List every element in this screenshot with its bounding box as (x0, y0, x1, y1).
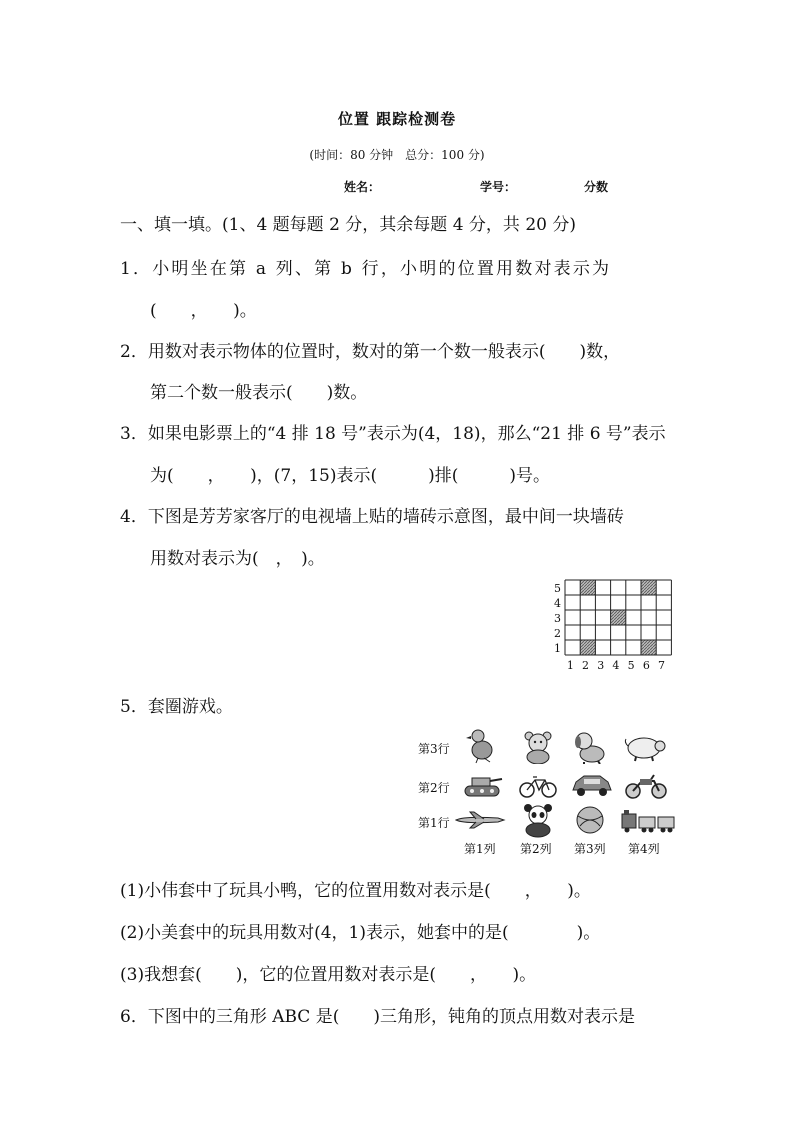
q1-line2: ( ， )。 (150, 301, 257, 321)
tile-y-label: 1 (554, 642, 561, 655)
name-label: 姓名： (344, 180, 381, 194)
airplane-icon (454, 810, 506, 830)
bicycle-icon (518, 772, 558, 800)
col-label-3: 第3列 (574, 842, 606, 856)
pig-icon (622, 734, 670, 762)
car-icon (570, 770, 614, 800)
tile-x-label: 7 (658, 659, 666, 672)
tile-grid-figure (548, 578, 678, 674)
motorcycle-icon (624, 770, 668, 800)
shaded-tile (580, 580, 595, 595)
q3-line1: 3．如果电影票上的“4 排 18 号”表示为(4，18)，那么“21 排 6 号”表示 (120, 424, 666, 444)
toy-grid-figure (410, 728, 690, 858)
tile-y-label: 5 (554, 582, 561, 595)
q5-sub2: (2)小美套中的玩具用数对(4，1)表示，她套中的是( )。 (120, 923, 601, 943)
tile-y-label: 2 (554, 627, 561, 640)
tile-x-label: 1 (566, 659, 574, 672)
col-label-2: 第2列 (520, 842, 552, 856)
tile-x-label: 5 (627, 659, 635, 672)
tile-y-label: 4 (554, 597, 561, 610)
q5-sub1: (1)小伟套中了玩具小鸭，它的位置用数对表示是( ， )。 (120, 881, 591, 901)
tank-icon (462, 772, 504, 800)
q4-line2: 用数对表示为( ， )。 (150, 549, 325, 569)
score-label: 分数 (584, 180, 609, 194)
shaded-tile (641, 640, 656, 655)
row-label-2: 第2行 (418, 781, 450, 795)
q5-sub3: (3)我想套( )，它的位置用数对表示是( ， )。 (120, 965, 537, 985)
teddy-bear-icon (520, 730, 556, 764)
page-subtitle: (时间：80 分钟 总分：100 分) (309, 148, 485, 162)
tile-x-label: 6 (642, 659, 650, 672)
dog-icon (570, 730, 610, 764)
page-title: 位置 跟踪检测卷 (337, 110, 457, 128)
ball-icon (572, 804, 608, 836)
shaded-tile (641, 580, 656, 595)
col-label-4: 第4列 (628, 842, 660, 856)
q2-line1: 2．用数对表示物体的位置时，数对的第一个数一般表示( )数， (120, 342, 621, 362)
tile-grid (548, 578, 678, 674)
train-icon (620, 808, 676, 834)
tile-x-label: 3 (597, 659, 605, 672)
id-label: 学号： (480, 180, 517, 194)
q6-line1: 6．下图中的三角形 ABC 是( )三角形，钝角的顶点用数对表示是 (120, 1007, 635, 1027)
q3-line2: 为( ， )，(7，15)表示( )排( )号。 (150, 466, 551, 486)
tile-x-label: 2 (582, 659, 590, 672)
section-heading: 一、填一填。(1、4 题每题 2 分，其余每题 4 分，共 20 分) (120, 215, 576, 235)
q5-line1: 5．套圈游戏。 (120, 697, 233, 717)
col-label-1: 第1列 (464, 842, 496, 856)
row-label-1: 第1行 (418, 816, 450, 830)
panda-icon (520, 802, 556, 838)
q2-line2: 第二个数一般表示( )数。 (150, 383, 368, 403)
tile-x-label: 4 (612, 659, 620, 672)
q4-line1: 4．下图是芳芳家客厅的电视墙上贴的墙砖示意图，最中间一块墙砖 (120, 507, 624, 527)
shaded-tile (611, 610, 626, 625)
duck-icon (464, 728, 504, 764)
shaded-tile (580, 640, 595, 655)
row-label-3: 第3行 (418, 742, 450, 756)
tile-y-label: 3 (554, 612, 561, 625)
q1-line1: 1．小明坐在第 a 列、第 b 行，小明的位置用数对表示为 (120, 259, 612, 279)
